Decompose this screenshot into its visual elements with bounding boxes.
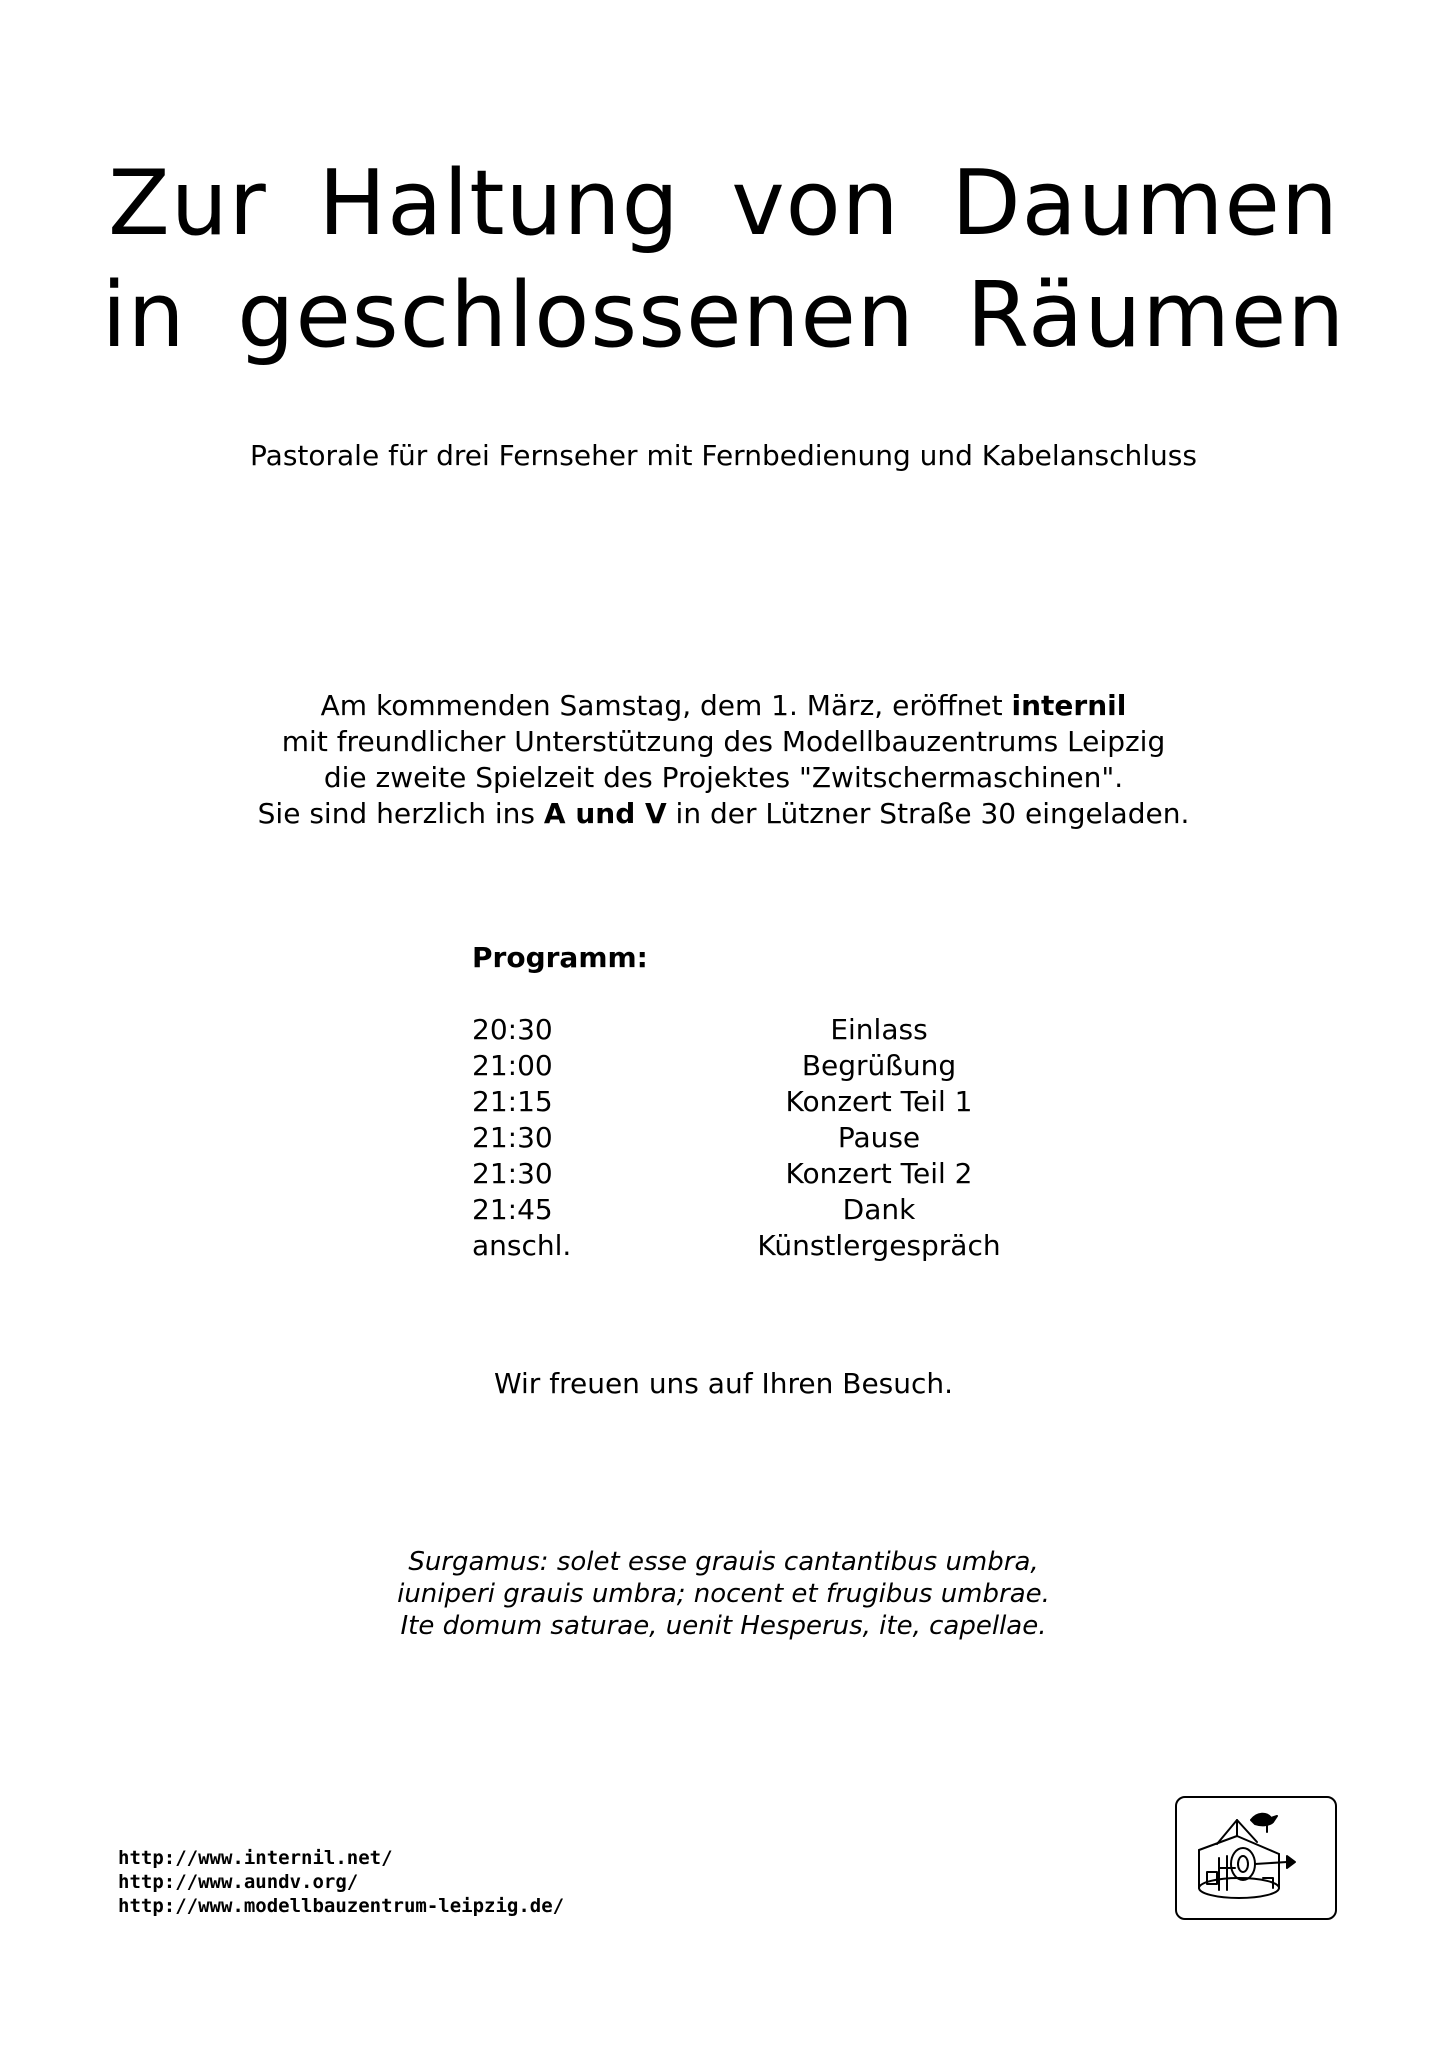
program-event: Konzert Teil 1 (785, 1085, 973, 1118)
program-event: Pause (837, 1121, 921, 1154)
venue-name: A und V (543, 797, 667, 830)
link-modellbauzentrum[interactable]: http://www.modellbauzentrum-leipzig.de/ (118, 1895, 565, 1917)
program-schedule (472, 940, 1032, 1264)
link-internil[interactable]: http://www.internil.net/ (118, 1847, 393, 1869)
program-time: 21:30 (472, 1157, 553, 1190)
program-row (472, 1048, 1032, 1084)
intro-text (0, 688, 1447, 832)
intro-line-1-text: Am kommenden Samstag, dem 1. März, eröffnet (320, 689, 1012, 722)
intro-line-1 (0, 688, 1447, 724)
intro-line-4-start: Sie sind herzlich ins (257, 797, 544, 830)
intro-line-2: mit freundlicher Unterstützung des Modellbauzentrums Leipzig (281, 725, 1166, 758)
program-heading: Programm: (472, 941, 648, 974)
program-event: Künstlergespräch (757, 1229, 1001, 1262)
quote-line-1: Surgamus: solet esse grauis cantantibus umbra, (408, 1547, 1039, 1577)
organizer-name: internil (1011, 689, 1127, 722)
program-time: 21:30 (472, 1121, 553, 1154)
intro-line-4-end: in der Lützner Straße 30 eingeladen. (666, 797, 1190, 830)
program-row (472, 1084, 1032, 1120)
program-row (472, 1192, 1032, 1228)
quote-line-2: iuniperi grauis umbra; nocent et frugibus umbrae. (397, 1579, 1050, 1609)
program-time: 21:45 (472, 1193, 553, 1226)
link-aundv[interactable]: http://www.aundv.org/ (118, 1871, 359, 1893)
program-event: Einlass (830, 1013, 928, 1046)
title-line-1: Zur Haltung von Daumen (108, 151, 1339, 256)
program-event: Dank (842, 1193, 916, 1226)
program-time: anschl. (472, 1229, 572, 1262)
quote-line-3: Ite domum saturae, uenit Hesperus, ite, capellae. (400, 1611, 1047, 1641)
subtitle: Pastorale für drei Fernseher mit Fernbedienung und Kabelanschluss (250, 439, 1197, 472)
latin-quote (0, 1546, 1447, 1642)
link-list (118, 1846, 564, 1918)
program-row (472, 1120, 1032, 1156)
program-event: Begrüßung (801, 1049, 957, 1082)
intro-line-3: die zweite Spielzeit des Projektes "Zwitschermaschinen". (323, 761, 1124, 794)
program-row (472, 1012, 1032, 1048)
title-line-2: in geschlossenen Räumen (101, 263, 1346, 368)
program-time: 21:00 (472, 1049, 553, 1082)
program-time: 21:15 (472, 1085, 553, 1118)
program-event: Konzert Teil 2 (785, 1157, 973, 1190)
intro-line-4 (0, 796, 1447, 832)
page-title (0, 148, 1447, 372)
program-time: 20:30 (472, 1013, 553, 1046)
closing-line: Wir freuen uns auf Ihren Besuch. (493, 1367, 954, 1400)
program-row (472, 1228, 1032, 1264)
logo-box (1175, 1796, 1337, 1920)
bird-machine-drawing-icon (1177, 1798, 1335, 1918)
program-row (472, 1156, 1032, 1192)
